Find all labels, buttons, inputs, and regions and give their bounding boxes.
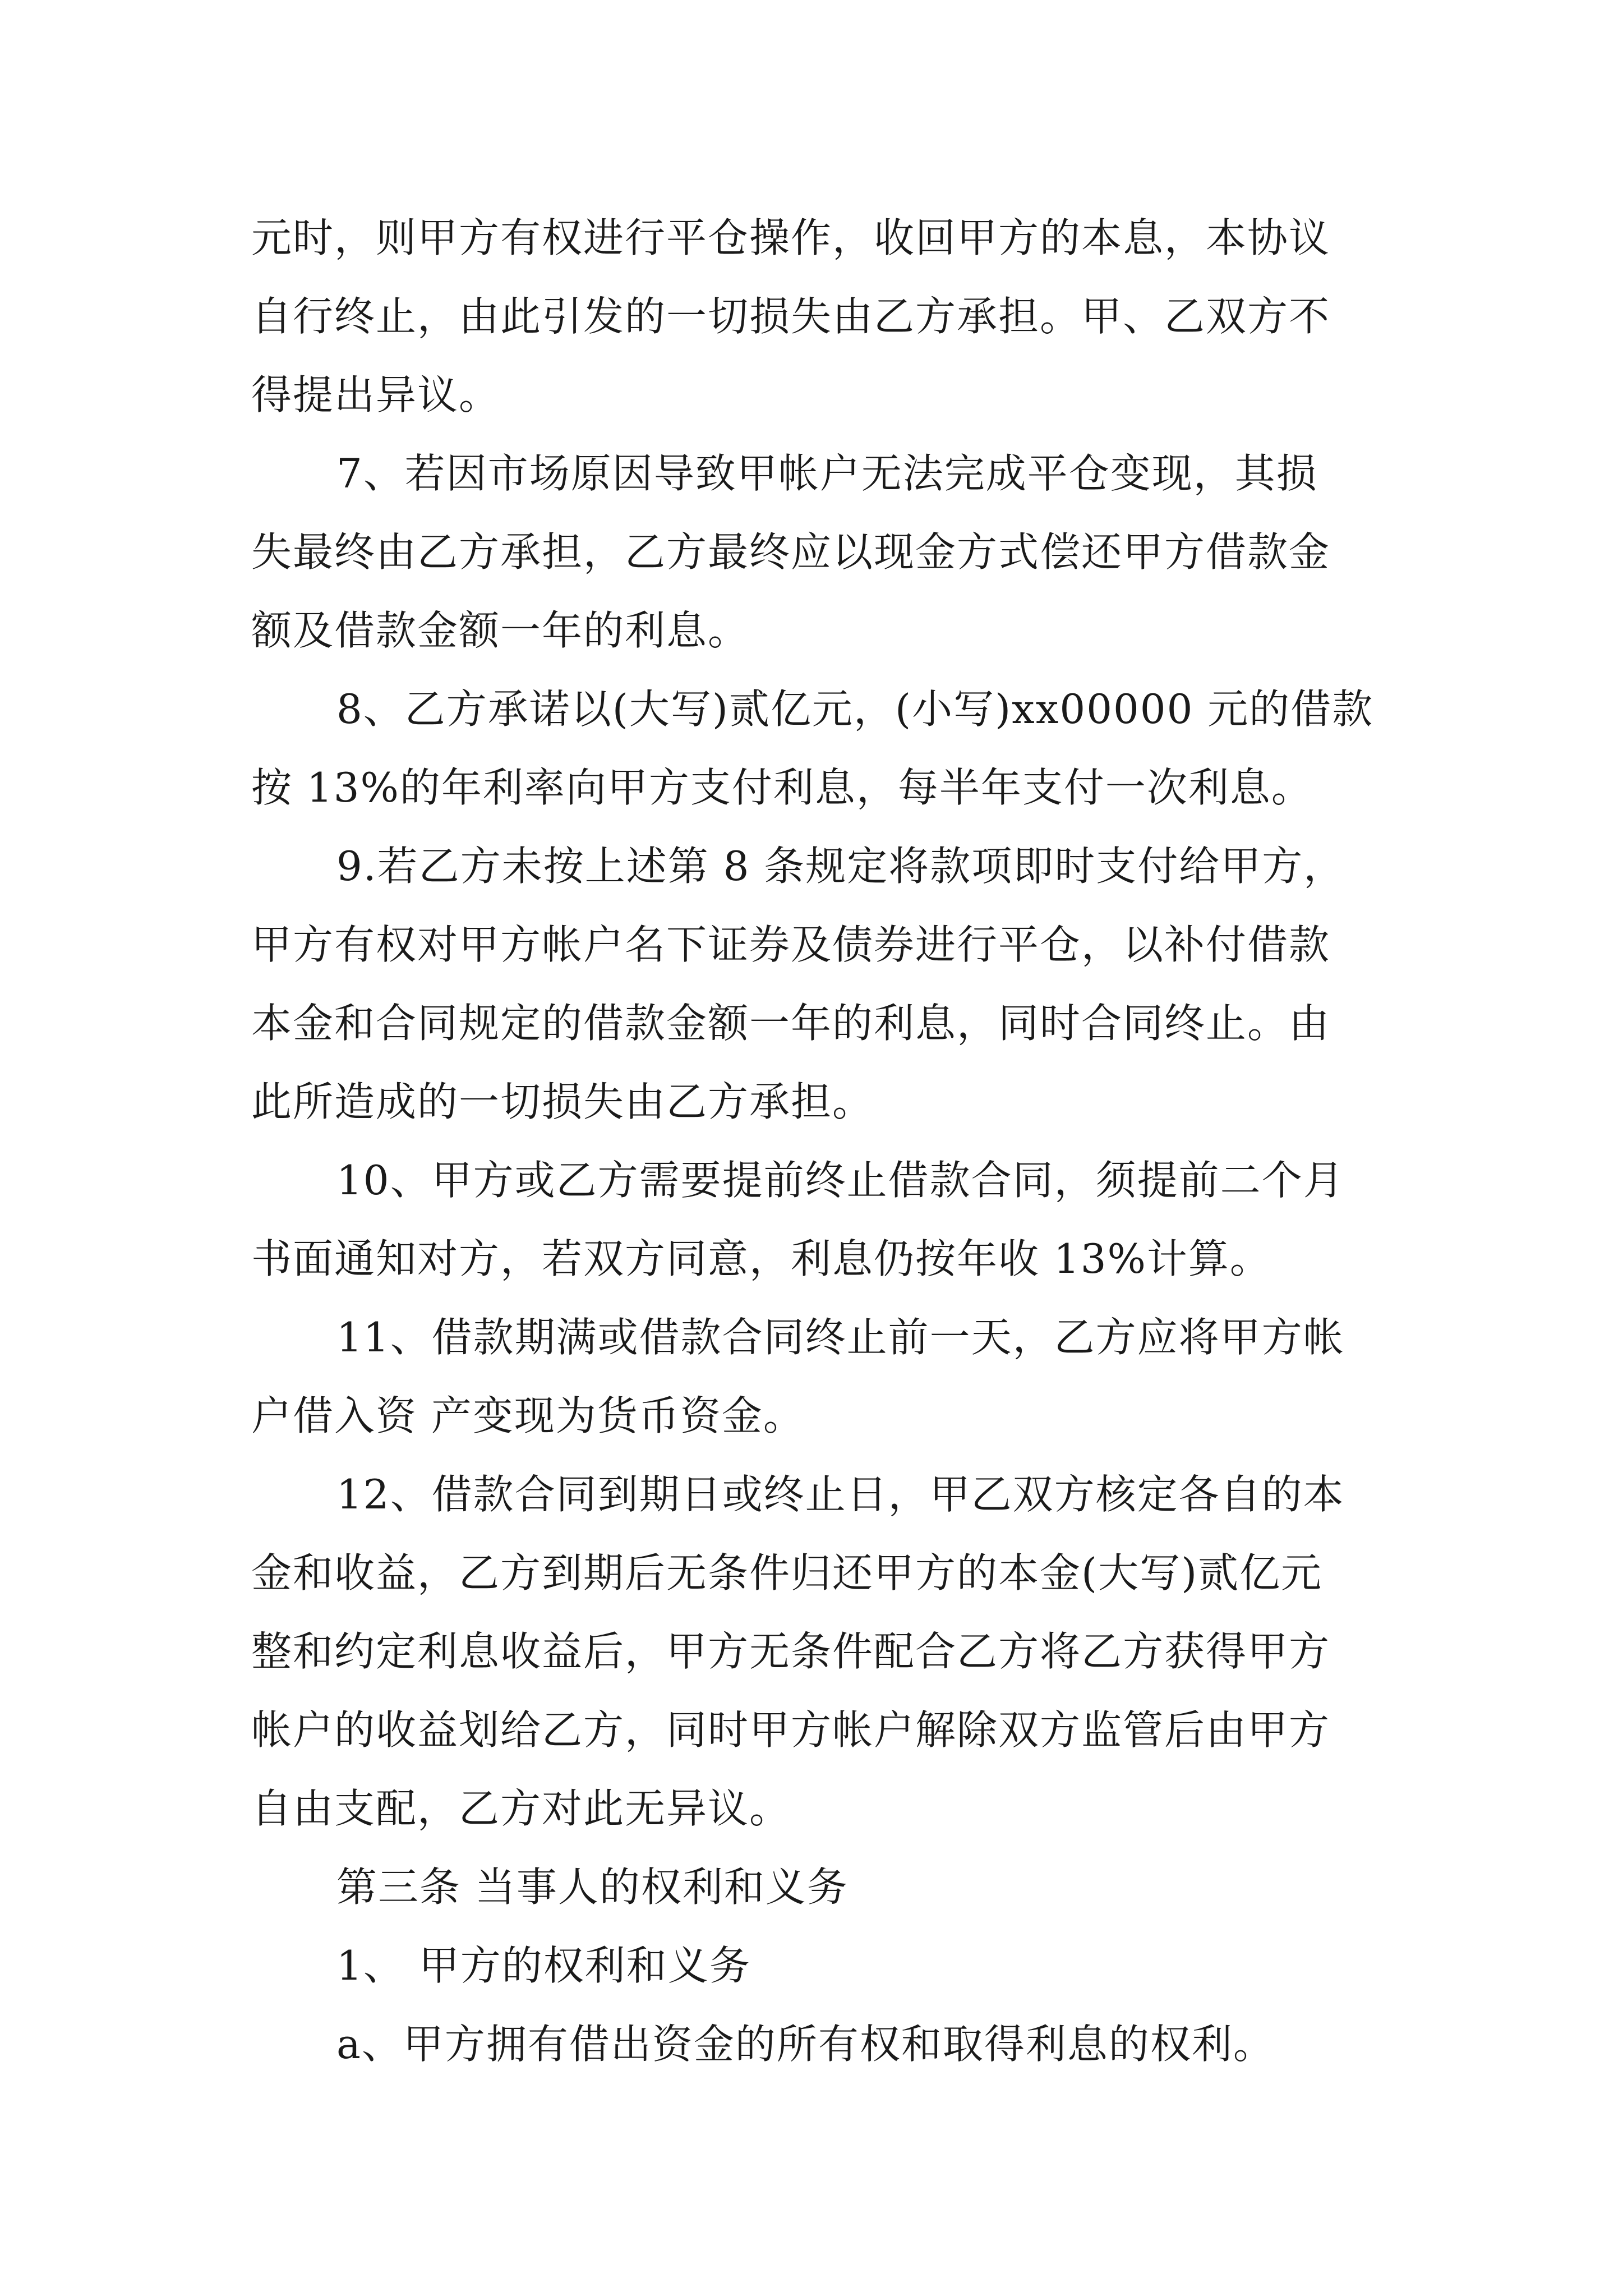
text-line: 失最终由乙方承担，乙方最终应以现金方式偿还甲方借款金 [251,528,1331,576]
text-line: 本金和合同规定的借款金额一年的利息，同时合同终止。由 [251,1000,1331,1047]
paragraph-9: 9.若乙方未按上述第 8 条规定将款项即时支付给甲方， [336,843,1345,890]
paragraph-12: 12、借款合同到期日或终止日，甲乙双方核定各自的本 [336,1471,1345,1518]
text-line: 元时，则甲方有权进行平仓操作，收回甲方的本息，本协议 [251,214,1331,261]
text-line: 金和收益，乙方到期后无条件归还甲方的本金(大写)贰亿元 [251,1549,1323,1596]
text-line: 户借入资 产变现为货币资金。 [251,1392,805,1439]
subsection-heading: 1、 甲方的权利和义务 [336,1942,751,1989]
text-line: 书面通知对方，若双方同意，利息仍按年收 13%计算。 [251,1235,1271,1282]
text-line: 得提出异议。 [251,371,501,418]
paragraph-11: 11、借款期满或借款合同终止前一天，乙方应将甲方帐 [336,1314,1345,1361]
text-line: 帐户的收益划给乙方，同时甲方帐户解除双方监管后由甲方 [251,1706,1331,1754]
text-line: 整和约定利息收益后，甲方无条件配合乙方将乙方获得甲方 [251,1628,1331,1675]
text-line: 额及借款金额一年的利息。 [251,607,750,654]
text-line: 此所造成的一切损失由乙方承担。 [251,1078,874,1125]
text-line: 按 13%的年利率向甲方支付利息，每半年支付一次利息。 [251,764,1313,811]
text-line: 自行终止，由此引发的一切损失由乙方承担。甲、乙双方不 [251,293,1331,340]
paragraph-10: 10、甲方或乙方需要提前终止借款合同，须提前二个月 [336,1157,1345,1204]
paragraph-7: 7、若因市场原因导致甲帐户无法完成平仓变现，其损 [336,450,1318,497]
text-line: 甲方有权对甲方帐户名下证券及债券进行平仓，以补付借款 [251,921,1331,968]
section-heading: 第三条 当事人的权利和义务 [336,1864,849,1911]
list-item: a、甲方拥有借出资金的所有权和取得利息的权利。 [336,2021,1275,2068]
text-line: 自由支配，乙方对此无异议。 [251,1785,791,1832]
paragraph-8: 8、乙方承诺以(大写)贰亿元，(小写)xx00000 元的借款 [336,685,1374,733]
